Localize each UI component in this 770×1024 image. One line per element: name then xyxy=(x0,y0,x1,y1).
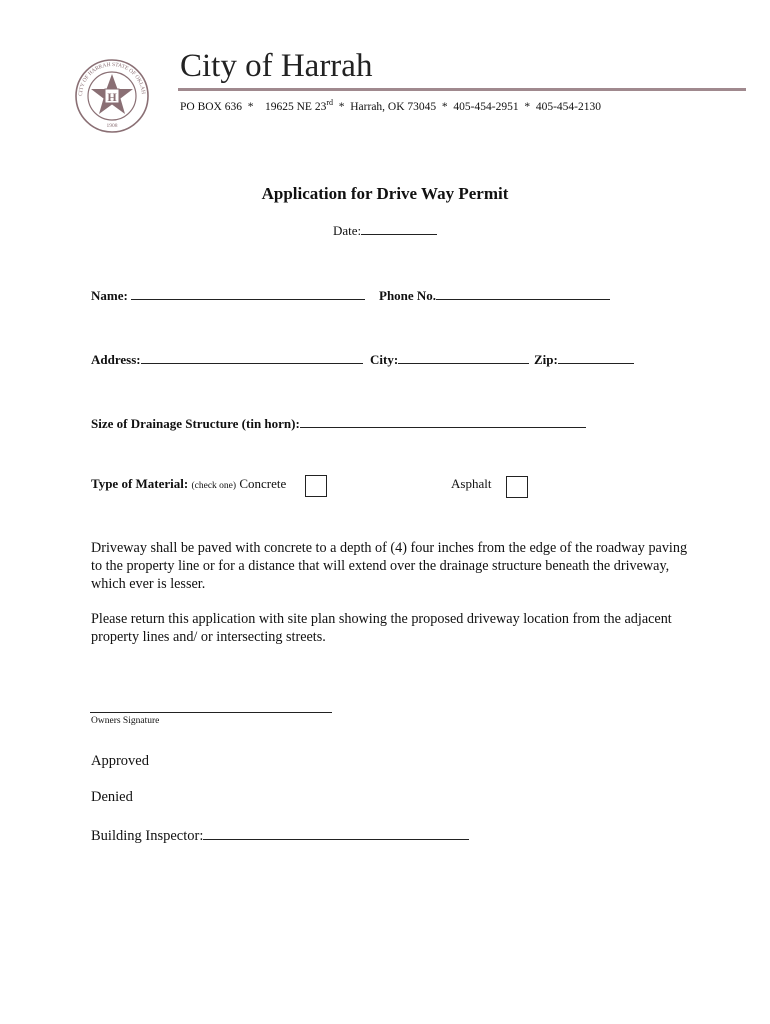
seal-year: 1908 xyxy=(106,123,118,129)
pobox: PO BOX 636 xyxy=(180,100,242,113)
city-state-zip: Harrah, OK 73045 xyxy=(350,100,437,113)
phone-line[interactable] xyxy=(436,285,610,300)
city-label: City: xyxy=(370,352,399,367)
owner-signature-line[interactable] xyxy=(90,712,332,713)
paving-requirement-text: Driveway shall be paved with concrete to a depth of (4) four inches from the edge of the roadway paving to the property line or for a distance that will extend over the drainage structure beneath the driveway, which ever is lesser. xyxy=(91,540,688,592)
drainage-field[interactable] xyxy=(91,413,586,432)
header-address: PO BOX 636 * 19625 NE 23rd * Harrah, OK 73045 * 405-454-2951 * 405-454-2130 xyxy=(180,98,602,113)
header-rule xyxy=(178,88,746,91)
name-label: Name: xyxy=(91,288,128,303)
city-seal xyxy=(74,58,150,134)
city-line[interactable] xyxy=(398,349,529,364)
seal-center-letter: H xyxy=(107,90,117,104)
owner-signature-label: Owners Signature xyxy=(91,716,160,726)
phone-1: 405-454-2951 xyxy=(453,100,519,113)
street: 19625 NE 23 xyxy=(264,100,327,113)
denied-label: Denied xyxy=(91,789,133,805)
city-field[interactable] xyxy=(370,349,529,368)
phone-2: 405-454-2130 xyxy=(535,100,602,113)
date-field[interactable] xyxy=(333,220,437,239)
return-instructions-text: Please return this application with site plan showing the proposed driveway location from the adjacent property lines and/ or intersecting streets. xyxy=(91,611,672,645)
date-line[interactable] xyxy=(361,220,437,235)
material-label: Type of Material: xyxy=(91,476,189,491)
seal-text-left: CITY OF HARRAH xyxy=(77,61,111,97)
city-name: City of Harrah xyxy=(180,48,373,84)
asphalt-checkbox[interactable] xyxy=(506,476,528,498)
seal-text-right: STATE OF OKLAH xyxy=(111,61,146,95)
inspector-label: Building Inspector: xyxy=(91,828,204,844)
asphalt-label: Asphalt xyxy=(451,476,492,491)
name-line[interactable] xyxy=(131,285,365,300)
drainage-line[interactable] xyxy=(300,413,586,428)
material-row xyxy=(91,476,286,492)
address-field[interactable] xyxy=(91,349,363,368)
concrete-checkbox[interactable] xyxy=(305,475,327,497)
phone-field[interactable] xyxy=(379,285,610,304)
form-title: Application for Drive Way Permit xyxy=(261,184,509,203)
inspector-field[interactable] xyxy=(91,824,469,845)
check-one-hint: (check one) xyxy=(191,481,237,491)
drainage-label: Size of Drainage Structure (tin horn): xyxy=(91,416,300,431)
date-label: Date: xyxy=(333,223,362,238)
zip-line[interactable] xyxy=(558,349,634,364)
inspector-line[interactable] xyxy=(203,824,469,840)
street-suffix: rd xyxy=(326,98,333,107)
zip-field[interactable] xyxy=(534,349,634,368)
concrete-label: Concrete xyxy=(239,476,287,491)
name-field[interactable] xyxy=(91,285,365,304)
approved-label: Approved xyxy=(91,753,149,769)
phone-label: Phone No. xyxy=(379,288,437,303)
address-line[interactable] xyxy=(141,349,363,364)
address-label: Address: xyxy=(91,352,141,367)
zip-label: Zip: xyxy=(534,352,558,367)
